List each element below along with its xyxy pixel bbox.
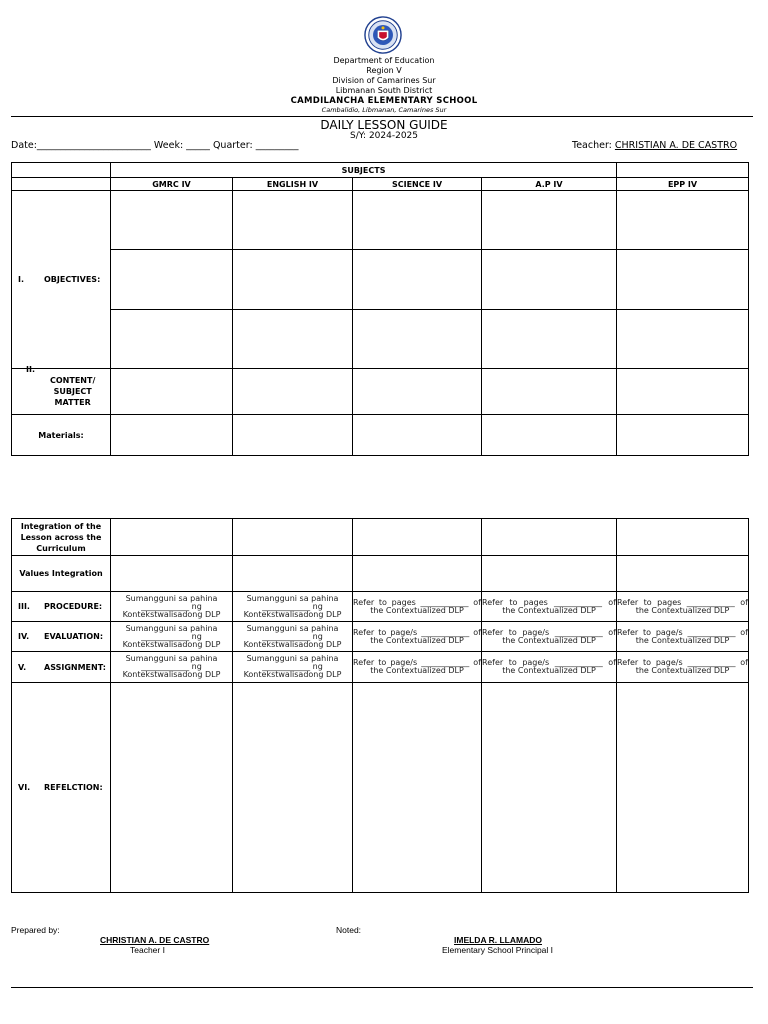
procedure-number: III. [18,602,30,611]
evaluation-note: Refer to page/s ____________ of the Contextualized DLP [482,622,617,652]
integration-cell[interactable] [482,519,617,556]
corner-cell-2 [12,178,111,191]
content-label-line2: SUBJECT [53,387,92,396]
reflection-cell[interactable] [111,683,233,893]
integration-cell[interactable] [617,519,749,556]
objectives-cell[interactable] [353,191,482,250]
objectives-cell[interactable] [111,250,233,310]
column-epp: EPP IV [617,178,749,191]
content-label-line3: MATTER [54,398,91,407]
procedure-note: Refer to pages ____________ of the Contextualized DLP [353,592,482,622]
assignment-note: Sumangguni sa pahina ____________ ng Kontekstwalisadong DLP [111,652,233,683]
noted-by-name: IMELDA R. LLAMADO [454,935,542,945]
materials-cell[interactable] [111,415,233,456]
reflection-cell[interactable] [617,683,749,893]
procedure-label-cell [12,592,111,622]
assignment-note: Sumangguni sa pahina ____________ ng Kontekstwalisadong DLP [233,652,353,683]
procedure-note: Refer to pages ____________ of the Contextualized DLP [482,592,617,622]
column-english: ENGLISH IV [233,178,353,191]
procedure-note: Sumangguni sa pahina ____________ ng Kontekstwalisadong DLP [233,592,353,622]
procedure-label: PROCEDURE: [44,602,103,611]
materials-cell[interactable] [617,415,749,456]
assignment-note: Refer to page/s ____________ of the Contextualized DLP [617,652,749,683]
procedure-note: Refer to pages ____________ of the Contextualized DLP [617,592,749,622]
header-division: Division of Camarines Sur [332,76,436,85]
content-cell[interactable] [482,369,617,415]
content-number: II. [26,365,35,374]
evaluation-note: Sumangguni sa pahina ____________ ng Kontekstwalisadong DLP [233,622,353,652]
evaluation-label: EVALUATION: [44,632,104,641]
content-cell[interactable] [233,369,353,415]
objectives-cell[interactable] [111,191,233,250]
objectives-label-cell [12,191,111,369]
date-week-quarter-line: Date:________________________ Week: _____ Quarter: _________ [11,140,299,151]
integration-cell[interactable] [233,519,353,556]
prepared-by-label: Prepared by: [11,925,60,935]
header-school-name: CAMDILANCHA ELEMENTARY SCHOOL [290,96,478,106]
footer-divider [11,987,753,988]
objectives-number: I. [18,275,25,284]
content-label-line1: CONTENT/ [50,376,96,385]
materials-cell[interactable] [482,415,617,456]
evaluation-number: IV. [18,632,30,641]
teacher-name: CHRISTIAN A. DE CASTRO [614,140,738,151]
column-ap: A.P IV [482,178,617,191]
teacher-label: Teacher: [572,140,615,151]
reflection-cell[interactable] [482,683,617,893]
evaluation-note: Refer to page/s ____________ of the Contextualized DLP [617,622,749,652]
objectives-cell[interactable] [353,310,482,369]
assignment-note: Refer to page/s ____________ of the Contextualized DLP [353,652,482,683]
deped-seal-logo [364,16,402,54]
school-year: S/Y: 2024-2025 [350,131,418,141]
prepared-by-name: CHRISTIAN A. DE CASTRO [100,935,210,945]
objectives-cell[interactable] [617,310,749,369]
reflection-label-cell [12,683,111,893]
materials-cell[interactable] [233,415,353,456]
column-gmrc: GMRC IV [111,178,233,191]
assignment-label-cell [12,652,111,683]
evaluation-note: Sumangguni sa pahina ____________ ng Kontekstwalisadong DLP [111,622,233,652]
content-cell[interactable] [353,369,482,415]
lesson-table-objectives [11,162,749,456]
prepared-by-title: Teacher I [130,945,165,955]
integration-label: Integration of the Lesson across the Curriculum [12,519,111,556]
header-region: Region V [366,66,402,75]
objectives-cell[interactable] [482,250,617,310]
materials-label: Materials: [12,415,111,456]
objectives-cell[interactable] [233,310,353,369]
objectives-cell[interactable] [233,191,353,250]
values-cell[interactable] [233,556,353,592]
materials-cell[interactable] [353,415,482,456]
objectives-cell[interactable] [617,191,749,250]
objectives-cell[interactable] [111,310,233,369]
integration-cell[interactable] [353,519,482,556]
objectives-cell[interactable] [482,310,617,369]
objectives-cell[interactable] [617,250,749,310]
header-divider [11,116,753,117]
values-label: Values Integration [12,556,111,592]
header-district: Libmanan South District [335,86,433,95]
column-science: SCIENCE IV [353,178,482,191]
header-school-address: Cambalidio, Libmanan, Camarines Sur [321,106,447,114]
lesson-table-procedure [11,518,749,893]
values-cell[interactable] [482,556,617,592]
content-cell[interactable] [111,369,233,415]
noted-label: Noted: [336,925,362,935]
noted-by-title: Elementary School Principal I [442,945,554,955]
corner-cell [12,163,111,178]
assignment-label: ASSIGNMENT: [44,662,106,672]
document-title: DAILY LESSON GUIDE [320,118,448,132]
content-label-cell [12,365,111,415]
reflection-label: REFELCTION: [44,783,103,792]
values-cell[interactable] [111,556,233,592]
objectives-label: OBJECTIVES: [44,275,101,284]
header-department: Department of Education [333,56,435,65]
procedure-note: Sumangguni sa pahina ____________ ng Kontekstwalisadong DLP [111,592,233,622]
objectives-cell[interactable] [353,250,482,310]
evaluation-note: Refer to page/s ____________ of the Contextualized DLP [353,622,482,652]
objectives-cell[interactable] [233,250,353,310]
subjects-header: SUBJECTS [111,163,617,178]
content-cell[interactable] [617,369,749,415]
values-cell[interactable] [617,556,749,592]
assignment-number: V. [18,662,27,672]
objectives-cell[interactable] [482,191,617,250]
subjects-header-empty [617,163,749,178]
reflection-cell[interactable] [353,683,482,893]
reflection-number: VI. [18,783,31,792]
values-cell[interactable] [353,556,482,592]
reflection-cell[interactable] [233,683,353,893]
evaluation-label-cell [12,622,111,652]
assignment-note: Refer to page/s ____________ of the Contextualized DLP [482,652,617,683]
integration-cell[interactable] [111,519,233,556]
teacher-line [572,140,737,151]
